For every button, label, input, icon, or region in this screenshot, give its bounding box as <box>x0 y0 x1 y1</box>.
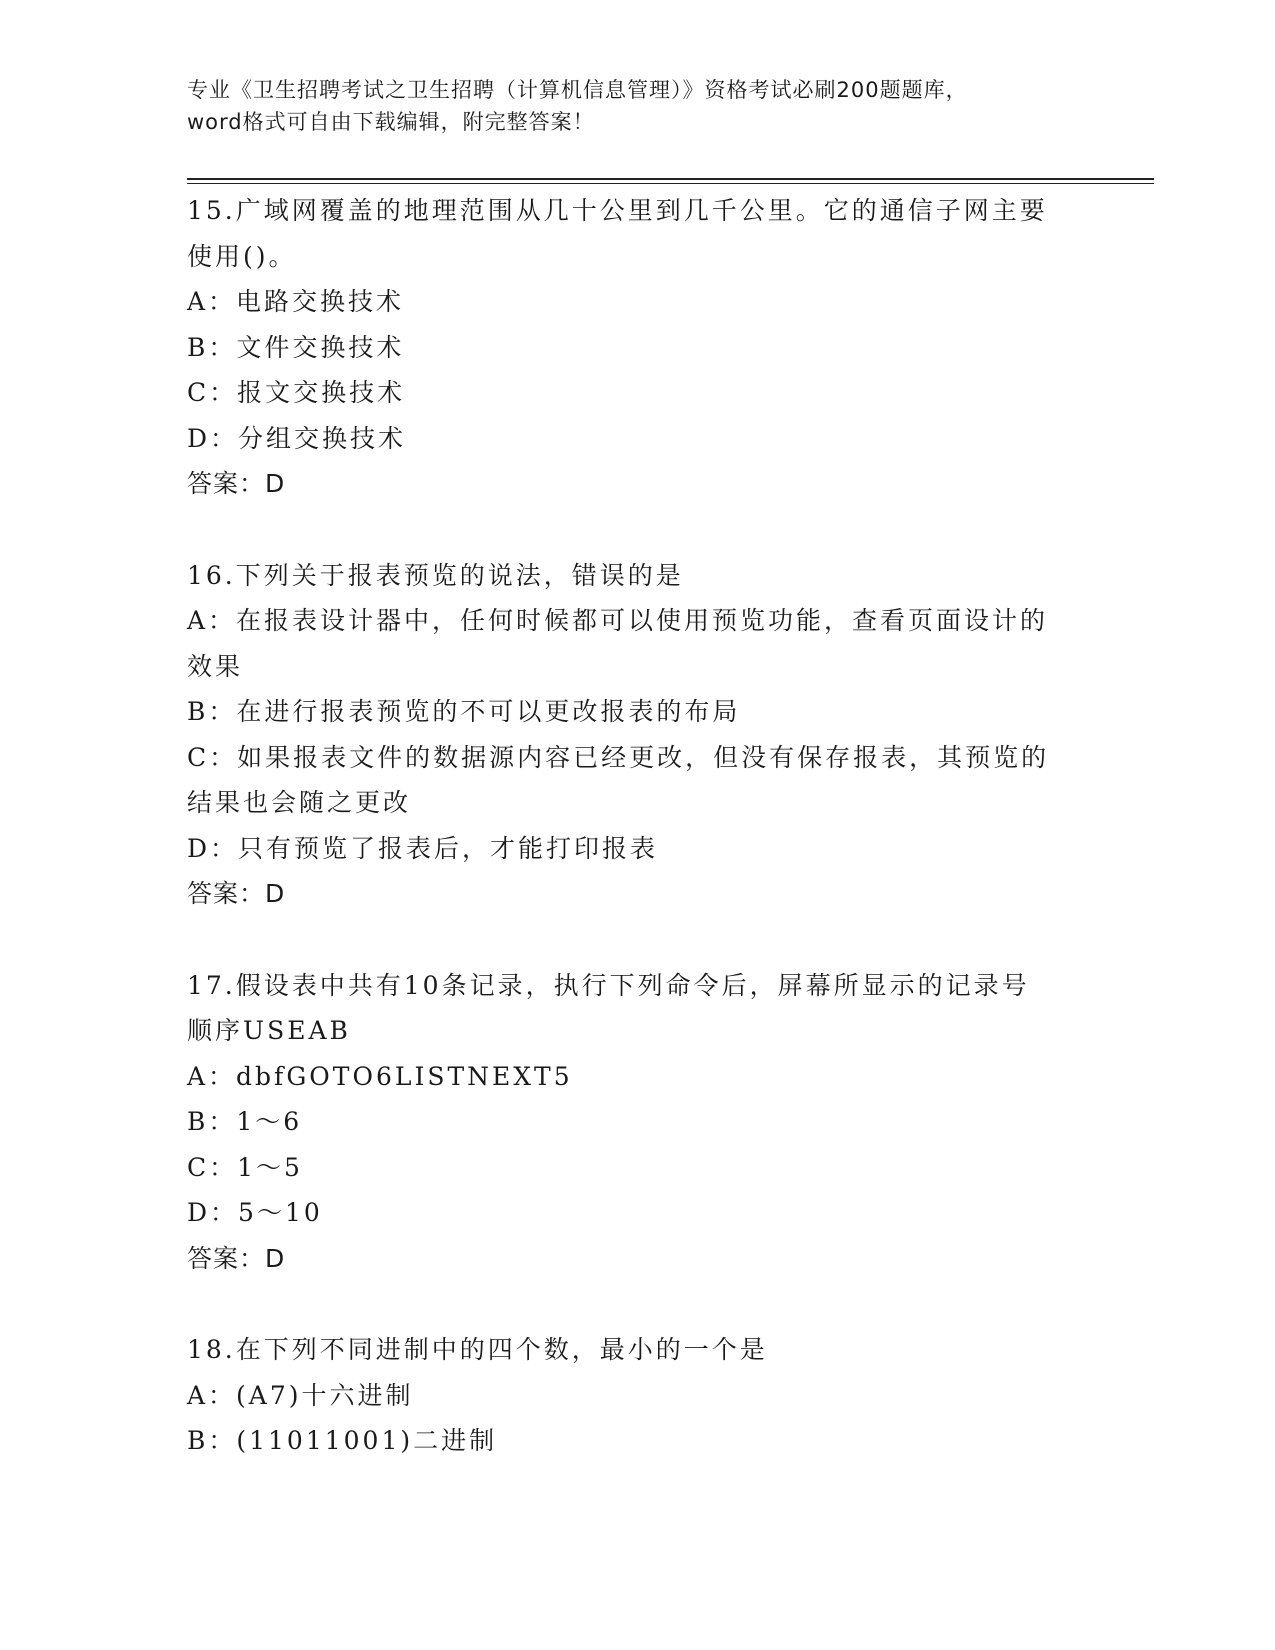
question-16 <box>187 553 1087 917</box>
answer-line: 答案：D <box>187 879 286 908</box>
option-b: B：(11011001)二进制 <box>187 1426 498 1455</box>
question-stem: 16.下列关于报表预览的说法，错误的是 <box>187 560 684 590</box>
question-15 <box>187 188 1087 507</box>
option-a: A：电路交换技术 <box>187 287 405 316</box>
question-17 <box>187 963 1087 1282</box>
question-18 <box>187 1327 1087 1464</box>
answer-line: 答案：D <box>187 1243 286 1273</box>
question-stem: 使用()。 <box>187 241 297 271</box>
option-d: D：5～10 <box>187 1198 323 1227</box>
option-c: C：如果报表文件的数据源内容已经更改，但没有保存报表，其预览的 <box>187 742 1050 772</box>
option-b: B：在进行报表预览的不可以更改报表的布局 <box>187 697 741 726</box>
option-a: A：在报表设计器中，任何时候都可以使用预览功能，查看页面设计的 <box>187 606 1049 635</box>
option-d: D：分组交换技术 <box>187 423 407 453</box>
header-line-1: 专业《卫生招聘考试之卫生招聘（计算机信息管理）》资格考试必刷200题题库， <box>187 78 968 102</box>
option-d: D：只有预览了报表后，才能打印报表 <box>187 833 659 863</box>
option-c: C：1～5 <box>187 1152 303 1182</box>
option-b: B：文件交换技术 <box>187 332 405 362</box>
option-a: A：(A7)十六进制 <box>187 1380 414 1410</box>
question-stem: 17.假设表中共有10条记录，执行下列命令后，屏幕所显示的记录号 <box>187 970 1030 1000</box>
question-list <box>187 188 1087 1510</box>
option-a: A：dbfGOTO6LISTNEXT5 <box>187 1061 573 1091</box>
answer-line: 答案：D <box>187 469 286 498</box>
option-c: C：报文交换技术 <box>187 378 406 407</box>
header-divider-thick <box>187 178 1154 180</box>
option-a-continued: 效果 <box>187 651 244 681</box>
question-stem: 18.在下列不同进制中的四个数，最小的一个是 <box>187 1335 768 1364</box>
header-line-2: word格式可自由下载编辑，附完整答案！ <box>187 110 595 134</box>
option-b: B：1～6 <box>187 1107 303 1136</box>
header-divider-thin <box>187 183 1154 184</box>
question-stem: 15.广域网覆盖的地理范围从几十公里到几千公里。它的通信子网主要 <box>187 196 1048 225</box>
question-stem: 顺序USEAB <box>187 1016 351 1045</box>
option-c-continued: 结果也会随之更改 <box>187 788 412 817</box>
document-header <box>187 74 1087 138</box>
